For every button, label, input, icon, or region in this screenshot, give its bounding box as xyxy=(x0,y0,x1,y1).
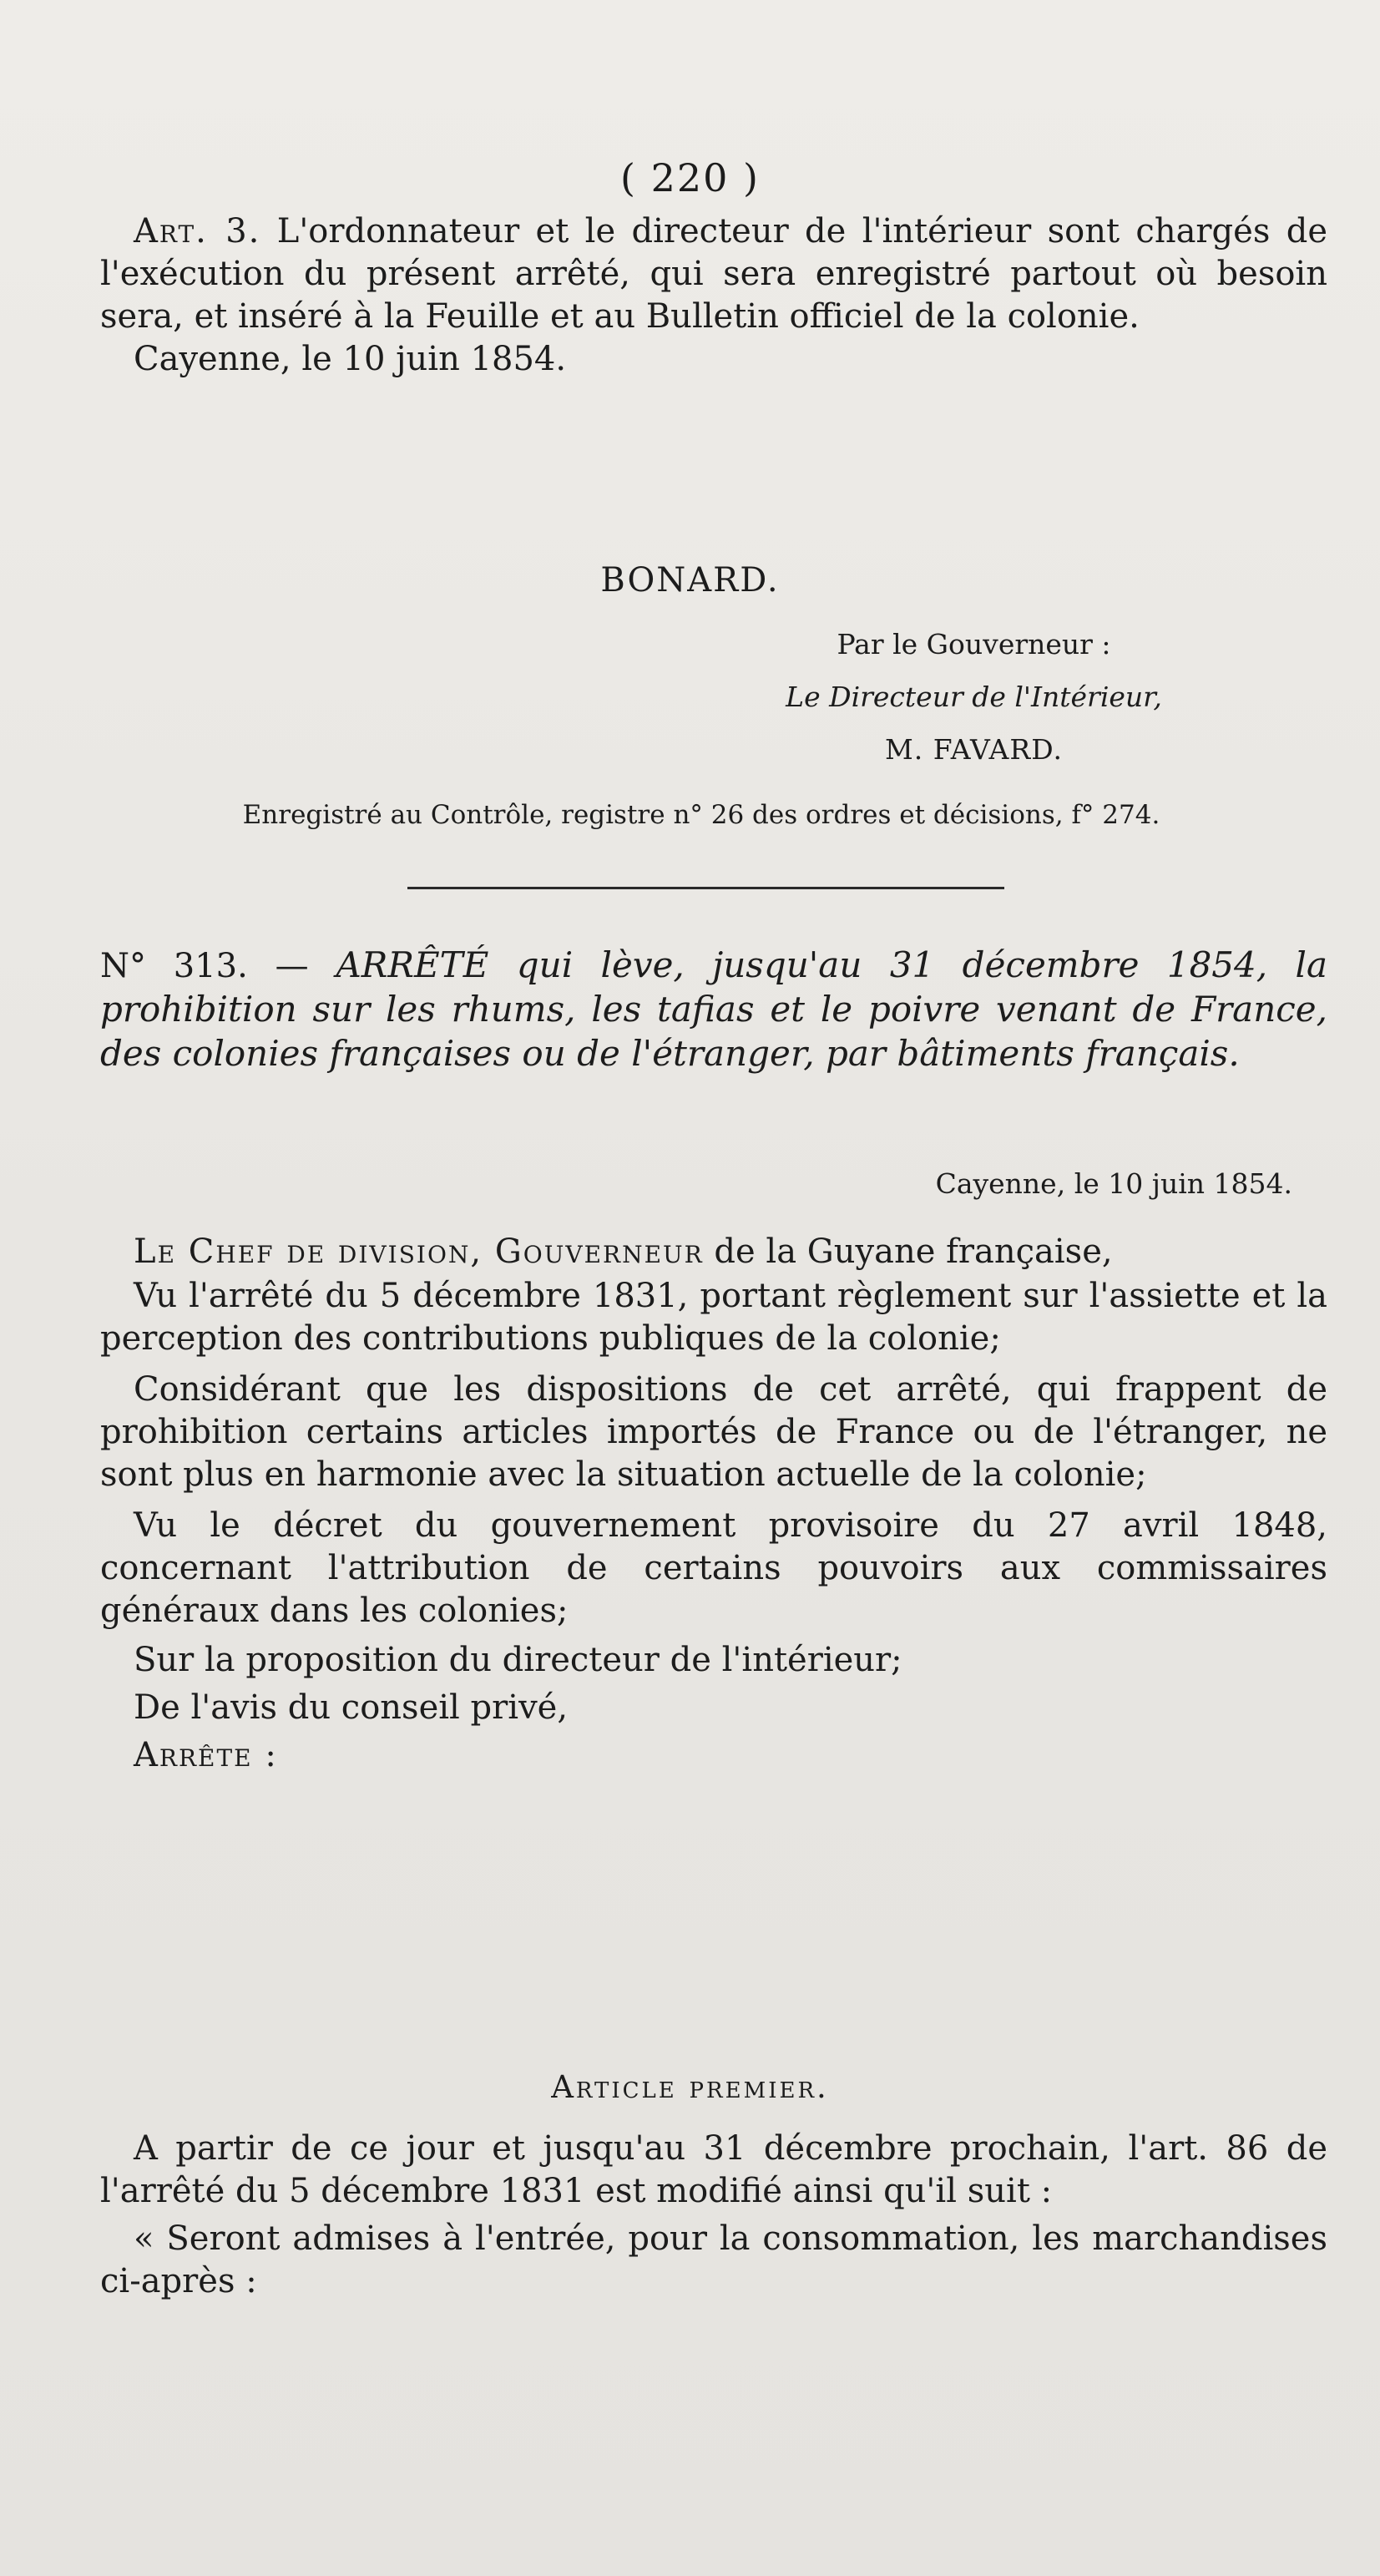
consideration-3: Vu le décret du gouvernement provisoire du 27 avril 1848, concernant l'attribution de certains pouvoirs aux commissaires généraux dans les colonies; xyxy=(100,1506,1327,1630)
article-3-paragraph xyxy=(100,210,1327,338)
article-3-label: Art. 3. xyxy=(134,212,261,251)
consideration-1: Vu l'arrêté du 5 décembre 1831, portant règlement sur l'assiette et la perception des contributions publiques de la colonie; xyxy=(100,1277,1327,1358)
decree-title: ARRÊTÉ qui lève, jusqu'au 31 décembre 1854, la prohibition sur les rhums, les tafias et le poivre venant de France, des colonies françaises ou de l'étranger, par bâtiments français. xyxy=(100,944,1327,1074)
article-paragraph-2: « Seront admises à l'entrée, pour la consommation, les marchandises ci-après : xyxy=(100,2219,1327,2300)
by-governor-line: Par le Gouverneur : xyxy=(837,628,1111,660)
article-3 xyxy=(100,210,1327,381)
authority-rest: de la Guyane française, xyxy=(703,1232,1113,1271)
article-paragraph-1: A partir de ce jour et jusqu'au 31 décembre prochain, l'art. 86 de l'arrêté du 5 décembre 1831 est modifié ainsi qu'il suit : xyxy=(100,2129,1327,2210)
date-line: Cayenne, le 10 juin 1854. xyxy=(134,340,567,378)
authority-title: Le Chef de division, Gouverneur xyxy=(134,1232,704,1271)
section-divider xyxy=(407,887,1004,889)
page-number: ( 220 ) xyxy=(620,155,760,200)
consideration-5: De l'avis du conseil privé, xyxy=(134,1688,569,1727)
consideration-2: Considérant que les dispositions de cet arrêté, qui frappent de prohibition certains articles importés de France ou de l'étranger, ne sont plus en harmonie avec la situation actuelle de la colonie; xyxy=(100,1370,1327,1494)
article-heading: Article premier. xyxy=(551,2069,829,2105)
consideration-4: Sur la proposition du directeur de l'intérieur; xyxy=(134,1641,902,1679)
decree-title-block xyxy=(100,944,1327,1076)
director-name: M. FAVARD. xyxy=(884,733,1064,766)
arrete-line: Arrête : xyxy=(134,1736,278,1774)
decree-number: N° 313. — xyxy=(100,947,309,985)
preamble xyxy=(100,1231,1327,1777)
authority-line xyxy=(100,1231,1327,1273)
article-body xyxy=(100,2128,1327,2303)
signature-name: BONARD. xyxy=(600,561,780,600)
director-title: Le Directeur de l'Intérieur, xyxy=(786,681,1162,713)
article-3-text: L'ordonnateur et le directeur de l'intérieur sont chargés de l'exécution du présent arrêté, qui sera enregistré partout où besoin sera, et inséré à la Feuille et au Bulletin officiel de la colonie. xyxy=(100,212,1327,336)
registration-note: Enregistré au Contrôle, registre n° 26 des ordres et décisions, f° 274. xyxy=(242,800,1160,830)
decree-date: Cayenne, le 10 juin 1854. xyxy=(935,1167,1292,1200)
